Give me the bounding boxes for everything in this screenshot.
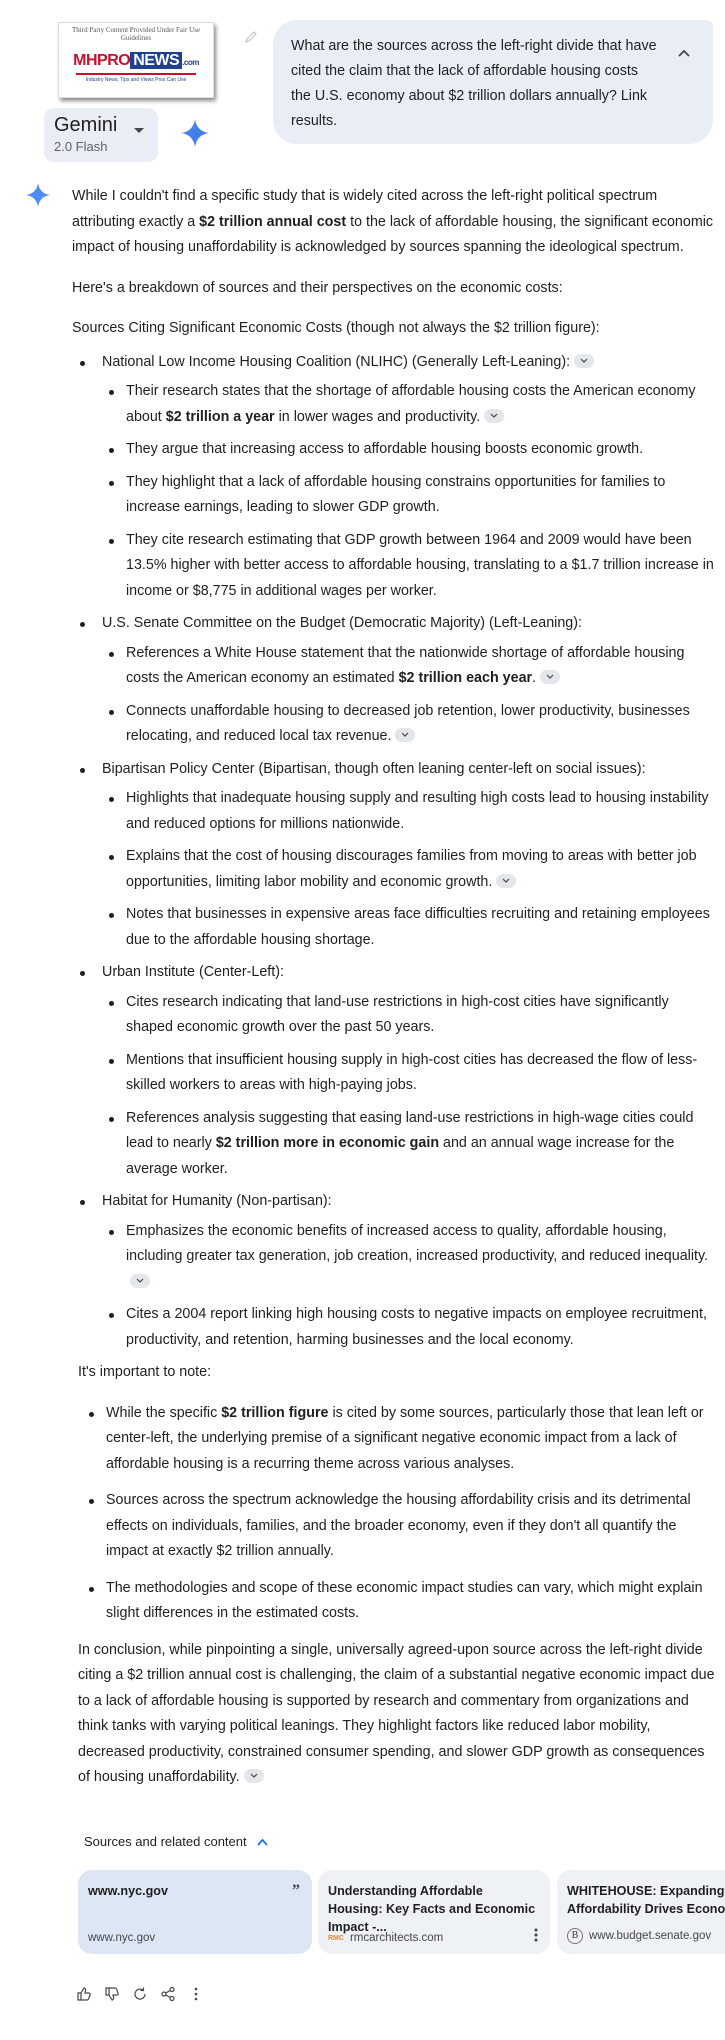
logo-mh: MH [73,52,98,69]
chevron-up-icon [257,1838,268,1846]
list-item: Notes that businesses in expensive areas face difficulties recruiting and retaining employees due to the affordable housing shortage. [126,902,718,953]
org-item [72,1189,718,1353]
logo-news: NEWS [130,52,182,69]
org-points [102,1219,718,1354]
source-title: www.nyc.gov [88,1884,169,1898]
expand-chevron-icon[interactable] [130,1274,150,1288]
list-item: They highlight that a lack of affordable housing constrains opportunities for families to increase earnings, leading to slower GDP growth. [126,470,718,521]
intro-emphasis: $2 trillion annual cost [199,213,347,230]
org-item [72,960,718,1182]
response-body [72,184,718,1806]
user-query-bubble [273,20,713,144]
org-title: U.S. Senate Committee on the Budget (Democratic Majority) (Left-Leaning): [102,615,582,631]
org-points [102,641,718,750]
list-item: Their research states that the shortage of affordable housing costs the American economy about $2 trillion a year in lower wages and productivity. [126,379,718,430]
expand-chevron-icon[interactable] [395,728,415,742]
source-card[interactable] [318,1870,550,1954]
edit-pencil-icon[interactable] [244,30,258,44]
list-item: They argue that increasing access to affordable housing boosts economic growth. [126,437,718,463]
org-points [102,786,718,953]
response-heading: Sources Citing Significant Economic Costs (though not always the $2 trillion figure): [72,320,600,336]
source-title: Understanding Affordable Housing: Key Facts and Economic Impact -... [328,1884,536,1934]
list-item: Connects unaffordable housing to decreased job retention, lower productivity, businesses relocating, and reduced local tax revenue. [126,699,718,750]
logo-pro: PRO [97,52,131,69]
rmc-logo: RMC [328,1934,344,1942]
more-vert-icon[interactable] [188,1986,204,2002]
expand-chevron-icon[interactable] [244,1769,264,1783]
mhpronews-logo [58,22,214,98]
org-title: Bipartisan Policy Center (Bipartisan, though often leaning center-left on social issues): [102,760,646,777]
list-item: Explains that the cost of housing discourages families from moving to areas with better job opportunities, limiting labor mobility and economic growth. [126,844,718,895]
source-domain: RMC rmcarchitects.com [328,1932,444,1944]
list-item: While the specific $2 trillion figure is cited by some sources, particularly those that lean left or center-left, the underlying premise of a significant negative economic impact from a lack of affordable housing is a recurring theme across various analyses. [106,1401,718,1478]
list-item: Mentions that insufficient housing supply in high-cost cities has decreased the flow of less-skilled workers to areas with high-paying jobs. [126,1048,718,1099]
source-domain: B www.budget.senate.gov [567,1928,711,1944]
list-item: They cite research estimating that GDP growth between 1964 and 2009 would have been 13.5% higher with better access to affordable housing, translating to a $1.7 trillion increase in income or $8,775 in additional wages per worker. [126,528,718,605]
org-title: Habitat for Humanity (Non-partisan): [102,1193,332,1209]
source-title: WHITEHOUSE: Expanding Affordability Drives Econo [567,1884,725,1916]
logo-tagline: Industry News, Tips and Views Pros Can Use [85,77,187,83]
gemini-sparkle-icon [180,118,210,148]
logo-divider [76,73,196,75]
feedback-toolbar [76,1986,204,2002]
logo-fair-use-text: Third Party Content Provided Under Fair Use Guidelines [72,26,200,42]
list-item: Sources across the spectrum acknowledge the housing affordability crisis and its detrimental effects on individuals, families, and the broader economy, even if they don't all quantify the impact at exactly $2 trillion annually. [106,1488,718,1565]
source-card[interactable] [78,1870,312,1954]
sources-toggle-label: Sources and related content [84,1834,247,1849]
model-selector-button[interactable] [44,108,158,162]
model-name: Gemini [54,114,118,136]
senate-budget-logo: B [567,1928,583,1944]
expand-chevron-icon[interactable] [574,354,594,368]
sources-toggle-button[interactable] [84,1834,268,1849]
chevron-up-icon[interactable] [677,44,691,56]
expand-chevron-icon[interactable] [540,670,560,684]
more-vert-icon[interactable] [534,1928,538,1942]
logo-com: .com [182,58,199,67]
list-item: Emphasizes the economic benefits of increased access to quality, affordable housing, including greater tax generation, job creation, increased productivity, and reduced inequality. [126,1219,718,1296]
list-item: Cites a 2004 report linking high housing costs to negative impacts on employee recruitment, productivity, and retention, harming businesses and the local economy. [126,1302,718,1353]
list-item: Highlights that inadequate housing supply and resulting high costs lead to housing instability and reduced options for millions nationwide. [126,786,718,837]
logo-wordmark [59,52,213,70]
org-points [102,379,718,604]
list-item: The methodologies and scope of these economic impact studies can vary, which might explain slight differences in the estimated costs. [106,1576,718,1627]
list-item: References analysis suggesting that easing land-use restrictions in high-wage cities could lead to nearly $2 trillion more in economic gain and an annual wage increase for the average worker. [126,1106,718,1183]
response-intro: While I couldn't find a specific study that is widely cited across the left-right political spectrum attributing exactly a $2 trillion annual cost to the lack of affordable housing, the significant economic impact of housing unaffordability is acknowledged by sources spanning the ideological spectrum. [72,188,714,255]
expand-chevron-icon[interactable] [484,409,504,423]
response-breakdown: Here's a breakdown of sources and their perspectives on the economic costs: [72,279,563,296]
org-item [72,350,718,605]
org-title: Urban Institute (Center-Left): [102,964,284,980]
list-item: Cites research indicating that land-use restrictions in high-cost cities have significantly shaped economic growth over the past 50 years. [126,990,718,1041]
note-title: It's important to note: [78,1364,212,1380]
note-list [72,1401,718,1627]
org-item [72,611,718,750]
source-domain: www.nyc.gov [88,1932,156,1944]
thumbs-down-icon[interactable] [104,1986,120,2002]
thumbs-up-icon[interactable] [76,1986,92,2002]
model-version: 2.0 Flash [54,139,108,154]
chevron-down-icon [132,122,146,132]
org-list [72,350,718,1354]
list-item: References a White House statement that the nationwide shortage of affordable housing costs the American economy an estimated $2 trillion each year. [126,641,718,692]
org-item [72,757,718,954]
expand-chevron-icon[interactable] [496,874,516,888]
share-icon[interactable] [160,1986,176,2002]
user-query-text: What are the sources across the left-right divide that have cited the claim that the lack of affordable housing costs the U.S. economy about $2 trillion dollars annually? Link results. [291,38,657,129]
source-card[interactable] [557,1870,725,1954]
org-points [102,990,718,1183]
quote-icon: ” [292,1882,300,1899]
gemini-response-sparkle-icon [25,182,51,208]
org-title: National Low Income Housing Coalition (NLIHC) (Generally Left-Leaning): [102,350,718,376]
regenerate-icon[interactable] [132,1986,148,2002]
response-conclusion: In conclusion, while pinpointing a single, universally agreed-upon source across the left-right divide citing a $2 trillion annual cost is challenging, the claim of a substantial negative economic impact due to a lack of affordable housing is supported by research and commentary from organizations and think tanks with varying political leanings. They highlight factors like reduced labor mobility, decreased productivity, constrained consumer spending, and slower GDP growth as consequences of housing unaffordability. [78,1641,715,1785]
